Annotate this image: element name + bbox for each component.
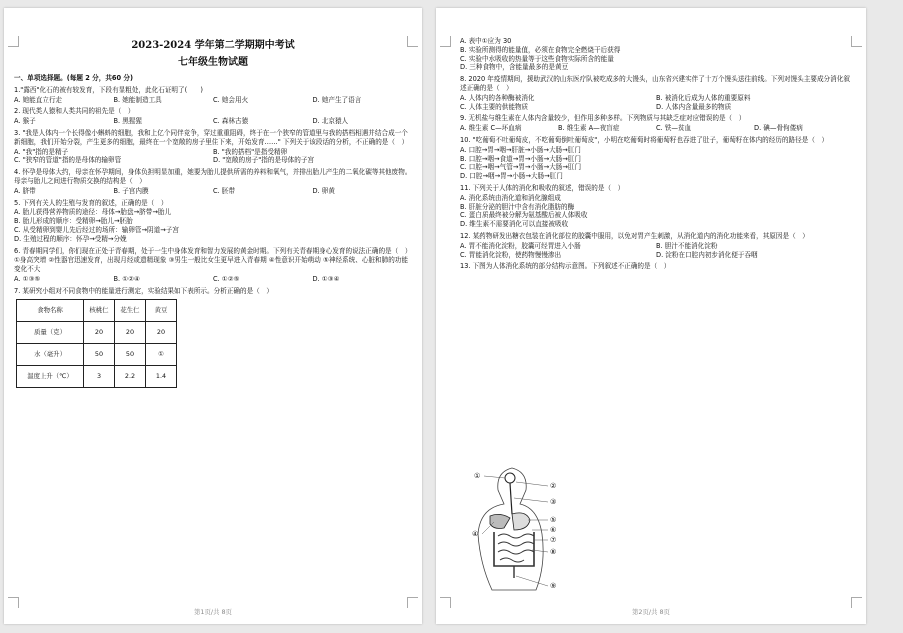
option: B. 实验所测得的能量值，必须在食物完全燃烧干后获得 — [460, 45, 621, 54]
diagram-label: ⑧ — [550, 548, 557, 556]
option: C. "狭窄的管道"指的是母体的输卵管 — [14, 156, 122, 165]
option: D. 她产生了语言 — [312, 95, 362, 104]
option: D. 维生素不需要消化可以直接被吸收 — [460, 220, 569, 229]
exam-subtitle: 七年级生物试题 — [178, 57, 248, 68]
table-row — [17, 343, 177, 365]
food-energy-table — [16, 299, 177, 388]
diagram-label: ② — [550, 482, 557, 490]
page-1-content — [14, 38, 412, 388]
mouth-shape — [505, 473, 515, 483]
question-options — [14, 96, 412, 105]
section-heading: 一、单项选择题。(每题 2 分，共60 分) — [14, 74, 133, 82]
question-options — [460, 194, 852, 229]
option: B. 子宫内膜 — [113, 186, 149, 195]
table-cell: 水（毫升） — [17, 343, 84, 365]
question-stem: 2. 现代类人猿和人类共同的祖先是（ ） — [14, 107, 135, 116]
question-stem: 11. 下列关于人体的消化和吸收的叙述，错误的是（ ） — [460, 183, 625, 192]
option: B. 维生素 A—夜盲症 — [558, 124, 620, 133]
stomach-shape — [512, 513, 530, 530]
question-options — [460, 146, 852, 181]
option: A. 她能直立行走 — [14, 95, 63, 104]
option: B. 被消化后成为人体的重要原料 — [656, 93, 751, 102]
question-stem: 4. 怀孕是母体大约，母亲在怀孕期间，身体负担明显加重，她要为胎儿提供所需的养料和氧气，并排出胎儿产生的二氧化碳等其他废物。母亲与胎儿之间进行物质交换的结构是（ ） — [14, 168, 412, 185]
option: B. 她能制造工具 — [113, 95, 162, 104]
option: A. 人体内的各种酶被消化 — [460, 93, 535, 102]
option: C. 森林古猿 — [213, 117, 249, 126]
option: C. 实验中水吸收的热量等于这些食物实际所含的能量 — [460, 54, 614, 63]
option: D. 三种食物中，含能量最多的是黄豆 — [460, 63, 569, 72]
question-options — [14, 117, 412, 126]
option: C. ①②⑤ — [213, 274, 240, 283]
option: C. 铁—贫血 — [656, 124, 692, 133]
question-stem: 7. 某研究小组对不同食物中的能量进行测定，实验结果如下表所示。分析正确的是（ ） — [14, 286, 273, 295]
option: B. "我的搭档"是指受精卵 — [213, 147, 288, 156]
document-page-1 — [4, 8, 422, 624]
esophagus-shape — [510, 483, 512, 514]
question-stem: 6. 青春期同学们，你们现在正处于青春期，处于一生中身体发育和智力发展的黄金时期。下列有关青春期身心发育的说法正确的是（ ） — [14, 246, 412, 255]
option: D. ①③④ — [312, 274, 340, 283]
table-cell: 2.2 — [115, 365, 146, 387]
option: D. "宽敞的房子"指的是母体的子宫 — [213, 156, 315, 165]
option: A. 脐带 — [14, 186, 36, 195]
exam-title: 2023-2024 学年第二学期期中考试 — [131, 40, 295, 51]
document-page-2 — [436, 8, 866, 624]
option: C. 胚带 — [213, 186, 235, 195]
option: B. 肝脏分泌的胆汁中含有消化脂肪的酶 — [460, 202, 575, 211]
diagram-label: ⑦ — [550, 536, 557, 544]
table-header-cell: 花生仁 — [115, 299, 146, 321]
table-row — [17, 365, 177, 387]
option: C. 口腔→咽→气管→胃→小肠→大肠→肛门 — [460, 163, 582, 172]
question-options — [14, 208, 412, 243]
diagram-label: ⑤ — [550, 516, 557, 524]
table-cell: 质量（克） — [17, 321, 84, 343]
table-cell: 50 — [115, 343, 146, 365]
option: D. 北京猿人 — [312, 117, 349, 126]
diagram-label: ④ — [472, 530, 479, 538]
option: A. "我"指的是精子 — [14, 147, 69, 156]
option: D. 碘—骨佝偻病 — [754, 124, 803, 133]
option: C. 她会用火 — [213, 95, 249, 104]
question-options — [460, 37, 852, 72]
option: A. 胎儿获得营养物质的途径：母体→胎盘→脐带→胎儿 — [14, 208, 172, 217]
option: A. 口腔→胃→咽→肝脏→小肠→大肠→肛门 — [460, 145, 581, 154]
digestive-system-diagram — [472, 454, 562, 594]
option: D. 生殖过程的顺序：怀孕→受精→分娩 — [14, 234, 127, 243]
question-options — [460, 94, 852, 112]
table-header-cell: 食物名称 — [17, 299, 84, 321]
question-stem: 10. "吃葡萄不吐葡萄皮，不吃葡萄倒吐葡萄皮"，小明在吃葡萄时将葡萄籽也吞进了肚子，葡萄籽在体内的经历的路径是（ ） — [460, 135, 829, 144]
table-header-cell: 核桃仁 — [84, 299, 115, 321]
question-stem: 9. 无机盐与维生素在人体内含量较少，但作用多种多样。下列物质与其缺乏症对应错误的是（ ） — [460, 114, 746, 123]
option: D. 卵黄 — [312, 186, 335, 195]
question-stem: 5. 下列有关人的生殖与发育的叙述，正确的是（ ） — [14, 198, 168, 207]
page-footer: 第2页/共 8页 — [632, 608, 670, 616]
question-options — [460, 242, 852, 260]
option: A. ①③⑤ — [14, 274, 41, 283]
liver-shape — [490, 514, 510, 528]
diagram-label: ⑥ — [550, 526, 557, 534]
crop-mark — [440, 36, 451, 47]
table-cell: ① — [146, 343, 177, 365]
option: B. 胆汁不能消化淀粉 — [656, 241, 718, 250]
option: D. 淀粉在口腔内初步消化便于吞咽 — [656, 250, 758, 259]
option: C. 胃能消化淀粉，使药物慢慢渗出 — [460, 250, 562, 259]
question-options — [460, 124, 852, 133]
question-stem: 13. 下图为人体消化系统的部分结构示意图。下列叙述不正确的是（ ） — [460, 262, 671, 271]
option: C. 蛋白质最终被分解为氨基酸后被人体吸收 — [460, 211, 588, 220]
option: A. 胃不能消化淀粉，胶囊可经胃进入小肠 — [460, 241, 581, 250]
option: B. 胎儿形成的顺序：受精卵→胎儿→胚胎 — [14, 217, 133, 226]
table-header-row — [17, 299, 177, 321]
page-2-content — [460, 36, 852, 272]
table-cell: 温度上升（℃） — [17, 365, 84, 387]
crop-mark — [851, 36, 862, 47]
table-cell: 20 — [115, 321, 146, 343]
option: B. ①②④ — [113, 274, 140, 283]
question-options — [14, 275, 412, 284]
table-cell: 3 — [84, 365, 115, 387]
diagram-label: ① — [474, 472, 481, 480]
question-stem: 1."露西"化石的被有较发育，下段有显粗处，此化石证明了( ) — [14, 85, 203, 94]
question-options — [14, 148, 412, 166]
table-cell: 50 — [84, 343, 115, 365]
diagram-label: ⑨ — [550, 582, 557, 590]
question-options — [14, 187, 412, 196]
option: A. 维生素 C—坏血病 — [460, 124, 522, 133]
option: A. 消化系统由消化道和消化腺组成 — [460, 193, 561, 202]
question-stem: 12. 某药物研发出糖衣包装在消化部位的胶囊中服用，以免对胃产生刺激，从消化道内的消化功能来看，其原因是（ ） — [460, 231, 809, 240]
option: D. 人体内含量最多的物质 — [656, 102, 732, 111]
question-detail: ①身高突增 ②性器官迅速发育，出现月经或遗精现象 ③男生一般比女生更早进入青春期 ④性意识开始萌动 ⑤神经系统、心脏和肺的功能变化不大 — [14, 256, 408, 274]
table-row — [17, 321, 177, 343]
table-cell: 20 — [146, 321, 177, 343]
option: D. 口腔→咽→胃→小肠→大肠→肛门 — [460, 172, 563, 181]
option: B. 口腔→咽→食道→胃→小肠→大肠→肛门 — [460, 154, 581, 163]
question-stem: 3. "我是人体内一个长得像小蝌蚪的细胞，我和上亿个同伴竞争，穿过重重阻碍，终于在一个狭窄的管道里与我的搭档相遇并结合成一个新细胞，我们开始分裂，产生更多的细胞，最终在一个宽敞的房子里住下来，开始发育……" 下列关于该段话的分析，不正确的是（ ） — [14, 128, 409, 146]
question-stem: 8. 2020 年疫情期间，援助武汉的山东医疗队被吃成多的大馒头，山东省兴建实伴了十万个馒头送往前线。下列对馒头主要成分消化叙述正确的是（ ） — [460, 75, 850, 92]
table-cell: 20 — [84, 321, 115, 343]
diagram-label: ③ — [550, 498, 557, 506]
option: A. 表中①应为 30 — [460, 37, 512, 45]
option: A. 猴子 — [14, 117, 36, 126]
table-header-cell: 黄豆 — [146, 299, 177, 321]
page-footer: 第1页/共 8页 — [194, 608, 232, 616]
small-intestine-shape — [498, 534, 534, 562]
table-cell: 1.4 — [146, 365, 177, 387]
option: B. 黑猩猩 — [113, 117, 142, 126]
option: C. 人体主要的供能物质 — [460, 102, 529, 111]
option: C. 从受精卵到婴儿先后经过的场所：输卵管→阴道→子宫 — [14, 225, 179, 234]
